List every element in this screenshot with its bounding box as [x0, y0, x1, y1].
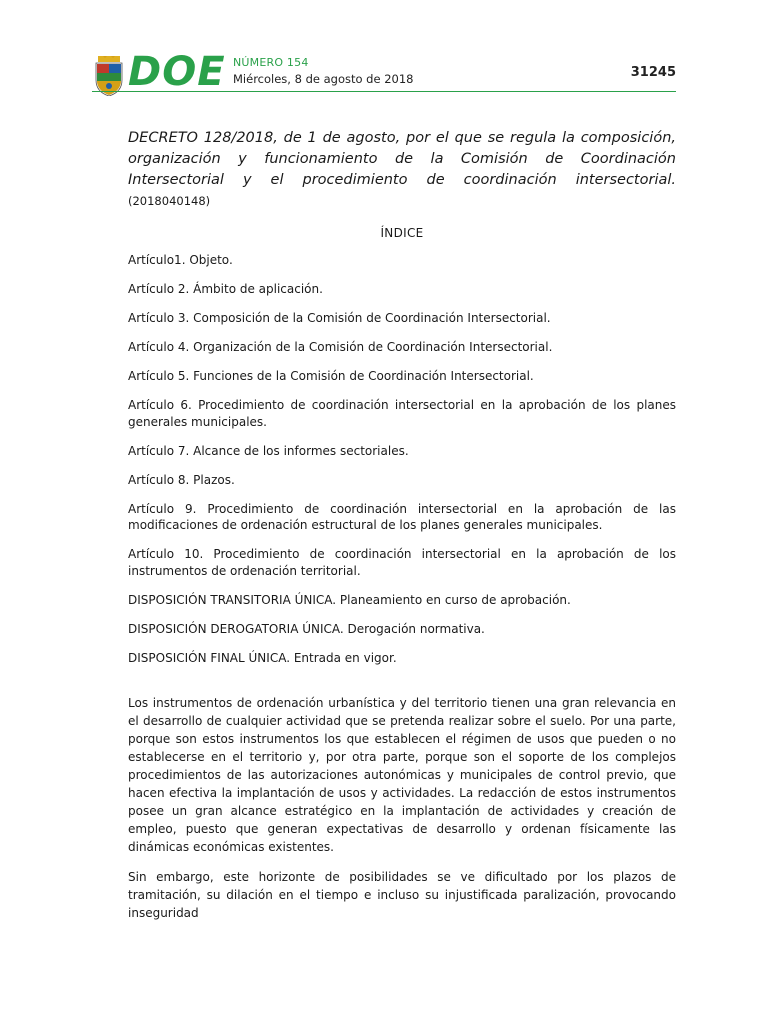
index-item: DISPOSICIÓN DEROGATORIA ÚNICA. Derogación normativa.	[128, 621, 485, 636]
issue-date: Miércoles, 8 de agosto de 2018	[233, 72, 414, 86]
index-item: Artículo 4. Organización de la Comisión de Coordinación Intersectorial.	[128, 340, 553, 354]
coat-of-arms-icon	[94, 56, 124, 96]
index-item: Artículo 10. Procedimiento de coordinación intersectorial en la aprobación de los instrumentos de ordenación territorial.	[128, 547, 676, 578]
decree-code: (2018040148)	[128, 194, 211, 208]
page-header	[92, 49, 676, 95]
index-item: Artículo 5. Funciones de la Comisión de Coordinación Intersectorial.	[128, 369, 534, 383]
header-divider	[92, 91, 676, 92]
preamble	[128, 694, 676, 922]
index-heading: ÍNDICE	[380, 226, 424, 240]
index-list	[128, 252, 676, 666]
paragraph: Sin embargo, este horizonte de posibilidades se ve dificultado por los plazos de tramitación, su dilación en el tiempo e incluso su injustificada paralización, provocando inseguridad	[128, 870, 676, 920]
doe-logo: DOE	[128, 49, 226, 95]
index-item: Artículo 2. Ámbito de aplicación.	[128, 282, 323, 296]
index-item: Artículo 3. Composición de la Comisión de Coordinación Intersectorial.	[128, 311, 551, 325]
index-item: Artículo 6. Procedimiento de coordinación intersectorial en la aprobación de los planes generales municipales.	[128, 398, 676, 429]
index-item: Artículo 9. Procedimiento de coordinación intersectorial en la aprobación de las modificaciones de ordenación estructural de los planes generales municipales.	[128, 501, 676, 532]
decree-title-text: DECRETO 128/2018, de 1 de agosto, por el que se regula la composición, organización y funcionamiento de la Comisión de Coordinación Intersectorial y el procedimiento de coordinación intersectorial.	[128, 130, 676, 188]
index-item: Artículo 8. Plazos.	[128, 472, 235, 487]
index-item: DISPOSICIÓN TRANSITORIA ÚNICA. Planeamiento en curso de aprobación.	[128, 592, 571, 607]
paragraph: Los instrumentos de ordenación urbanística y del territorio tienen una gran relevancia en el desarrollo de cualquier actividad que se pretenda realizar sobre el suelo. Por una parte, porque son estos instrumentos los que establecen el régimen de usos que pueden o no establecerse en el territorio y, por otra parte, porque son el soporte de los complejos procedimientos de las autorizaciones autonómicas y municipales de control previo, que hacen efectiva la implantación de usos y actividades. La redacción de estos instrumentos posee un gran alcance estratégico en la implantación de actividades y creación de empleo, puesto que generan expectativas de desarrollo y ordenan físicamente las dinámicas económicas existentes.	[128, 696, 676, 854]
index-item: DISPOSICIÓN FINAL ÚNICA. Entrada en vigor.	[128, 650, 397, 665]
document-body	[128, 128, 676, 934]
decree-title	[128, 128, 676, 212]
issue-number: NÚMERO 154	[233, 56, 309, 69]
index-item: Artículo 7. Alcance de los informes sectoriales.	[128, 443, 409, 458]
page-number: 31245	[630, 65, 676, 80]
index-item: Artículo1. Objeto.	[128, 253, 233, 267]
